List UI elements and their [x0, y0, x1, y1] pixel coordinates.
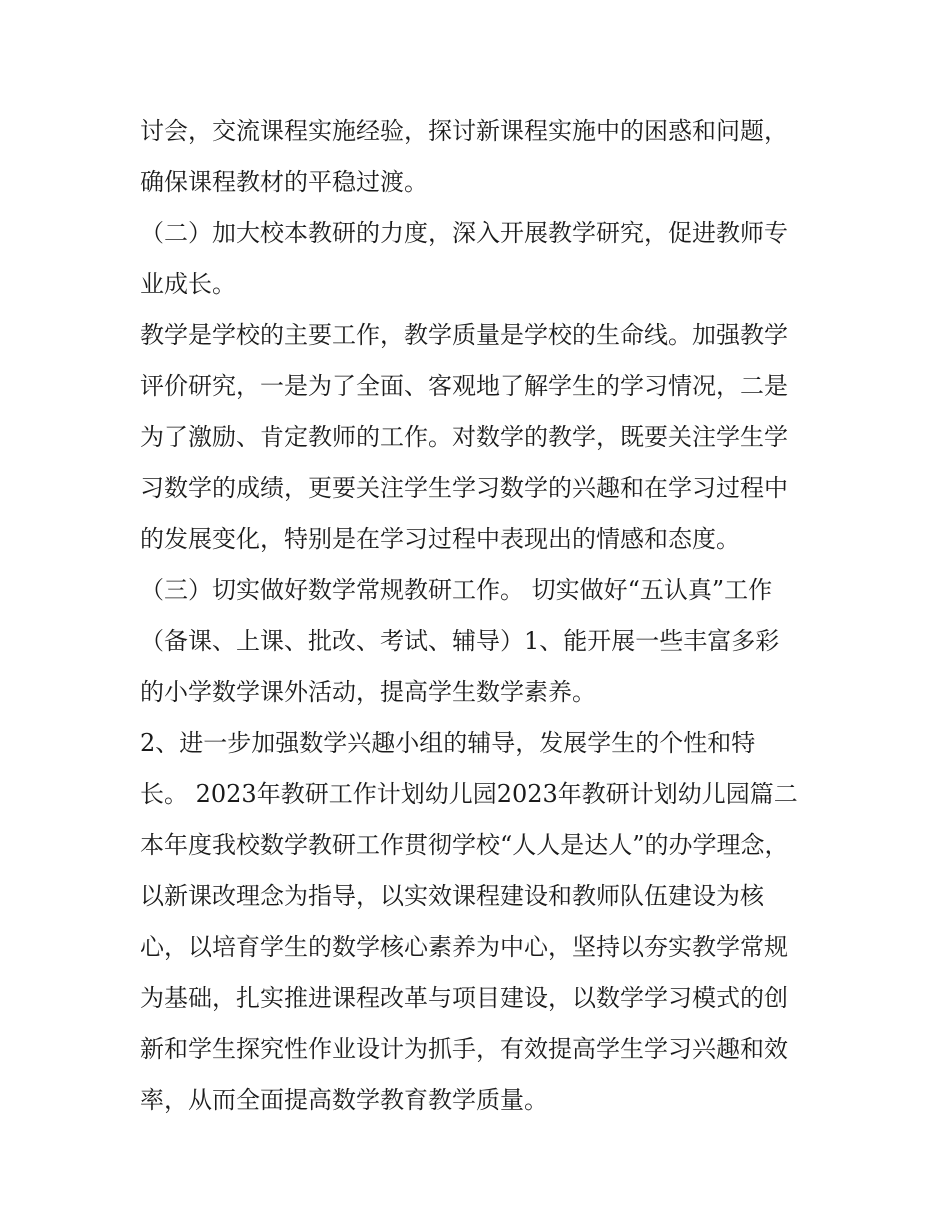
text-line-19: 新和学生探究性作业设计为抓手，有效提高学生学习兴趣和效 [140, 1035, 788, 1063]
text-line-7: 为了激励、肯定教师的工作。对数学的教学，既要关注学生学 [140, 423, 788, 451]
text-line-16: 以新课改理念为指导，以实效课程建设和教师队伍建设为核 [140, 882, 764, 910]
text-line-13: 2、进一步加强数学兴趣小组的辅导，发展学生的个性和特 [140, 729, 756, 757]
text-line-18: 为基础，扎实推进课程改革与项目建设，以数学学习模式的创 [140, 984, 788, 1012]
text-line-6: 评价研究，一是为了全面、客观地了解学生的学习情况，二是 [140, 372, 788, 400]
text-line-11: （备课、上课、批改、考试、辅导）1、能开展一些丰富多彩 [140, 627, 780, 655]
text-line-12: 的小学数学课外活动，提高学生数学素养。 [140, 678, 596, 706]
text-line-20: 率，从而全面提高数学教育教学质量。 [140, 1086, 548, 1114]
text-line-1: 讨会，交流课程实施经验，探讨新课程实施中的困惑和问题， [140, 117, 788, 145]
document-body [140, 106, 820, 1126]
text-line-9: 的发展变化，特别是在学习过程中表现出的情感和态度。 [140, 525, 740, 553]
text-line-17: 心，以培育学生的数学核心素养为中心，坚持以夯实教学常规 [140, 933, 788, 961]
text-line-2: 确保课程教材的平稳过渡。 [140, 168, 428, 196]
text-line-14: 长。 2023年教研工作计划幼儿园2023年教研计划幼儿园篇二 [140, 780, 798, 808]
text-line-15: 本年度我校数学教研工作贯彻学校“人人是达人”的办学理念， [140, 831, 789, 859]
text-line-5: 教学是学校的主要工作，教学质量是学校的生命线。加强教学 [140, 321, 788, 349]
text-line-3: （二）加大校本教研的力度，深入开展教学研究，促进教师专 [140, 219, 788, 247]
text-line-4: 业成长。 [140, 270, 236, 298]
text-line-10: （三）切实做好数学常规教研工作。 切实做好“五认真”工作 [140, 576, 773, 604]
text-line-8: 习数学的成绩，更要关注学生学习数学的兴趣和在学习过程中 [140, 474, 788, 502]
